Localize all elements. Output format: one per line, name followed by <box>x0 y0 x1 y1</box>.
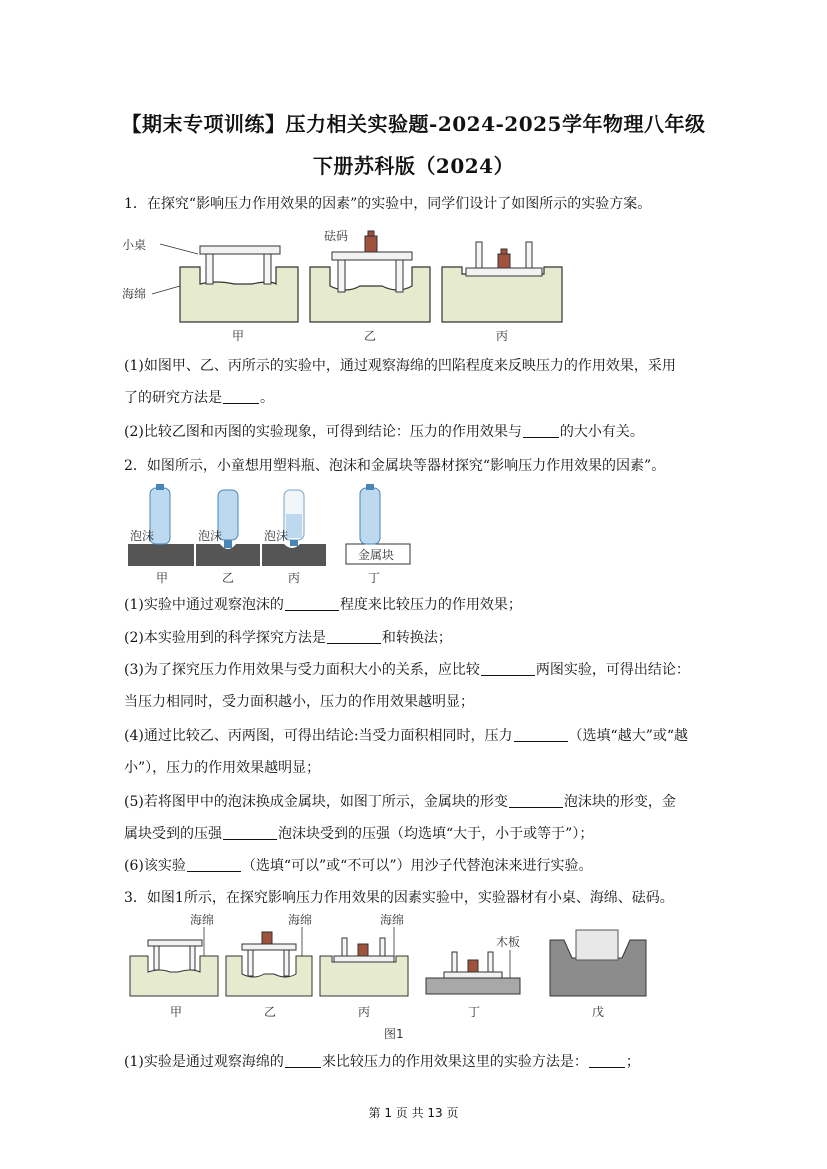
answer-blank[interactable] <box>187 857 241 872</box>
answer-blank[interactable] <box>509 793 563 808</box>
svg-text:甲: 甲 <box>170 1005 183 1019</box>
answer-blank[interactable] <box>481 661 535 676</box>
svg-text:戊: 戊 <box>592 1005 605 1019</box>
q2-part4b: 小”），压力的作用效果越明显； <box>124 760 321 776</box>
q3-setup-d <box>426 934 520 994</box>
svg-text:金属块: 金属块 <box>358 548 395 562</box>
q2-setup-d <box>346 484 410 564</box>
svg-text:丁: 丁 <box>468 1005 481 1019</box>
svg-text:丙: 丙 <box>288 571 301 585</box>
q1-part1a: (1)如图甲、乙、丙所示的实验中，通过观察海绵的凹陷程度来反映压力的作用效果，采用 <box>124 358 676 374</box>
q2-part5: (5)若将图甲中的泡沫换成金属块，如图丁所示，金属块的形变 泡沫块的形变，金 <box>124 794 676 810</box>
q3-setup-c <box>320 913 408 996</box>
svg-text:海绵: 海绵 <box>380 913 405 927</box>
q1-setup-b <box>310 228 430 322</box>
q2-part3: (3)为了探究压力作用效果与受力面积大小的关系，应比较 两图实验，可得出结论： <box>124 662 690 678</box>
svg-text:泡沫: 泡沫 <box>198 529 223 543</box>
q1-part1b: 了的研究方法是 。 <box>124 390 274 406</box>
doc-title-line2: 下册苏科版（2024） <box>312 154 515 178</box>
svg-text:丁: 丁 <box>368 571 381 585</box>
q3-setup-e <box>550 930 646 996</box>
svg-text:丙: 丙 <box>358 1005 371 1019</box>
q3-setup-a <box>130 913 218 996</box>
q2-setup-b <box>196 490 260 566</box>
q2-part5b: 属块受到的压强 泡沫块受到的压强（均选填“大于，小于或等于”）； <box>124 826 594 842</box>
answer-blank[interactable] <box>285 596 339 611</box>
q1-cap-c: 丙 <box>496 329 509 343</box>
svg-text:乙: 乙 <box>264 1005 277 1019</box>
q1-part2: (2)比较乙图和丙图的实验现象，可得到结论：压力的作用效果与 的大小有关。 <box>124 424 644 440</box>
q1-cap-a: 甲 <box>232 329 245 343</box>
q3-figure <box>130 912 660 1044</box>
doc-title-line1: 【期末专项训练】压力相关实验题-2024-2025学年物理八年级 <box>121 112 706 136</box>
page-footer: 第 1 页 共 13 页 <box>368 1106 459 1120</box>
q2-setup-a <box>128 484 194 566</box>
q1-setup-a <box>180 246 298 322</box>
q1-figure <box>120 222 509 350</box>
svg-text:海绵: 海绵 <box>288 913 313 927</box>
q2-part2: (2)本实验用到的科学探究方法是 和转换法； <box>124 630 452 646</box>
svg-text:乙: 乙 <box>222 571 235 585</box>
answer-blank[interactable] <box>589 1053 625 1068</box>
svg-text:海绵: 海绵 <box>190 913 215 927</box>
q1-stem: 1．在探究“影响压力作用效果的因素”的实验中，同学们设计了如图所示的实验方案。 <box>124 196 652 212</box>
q1-setup-c <box>442 242 562 322</box>
svg-text:木板: 木板 <box>496 935 521 949</box>
answer-blank[interactable] <box>327 629 381 644</box>
q1-cap-b: 乙 <box>364 329 377 343</box>
q3-stem: 3．如图1所示，在探究影响压力作用效果的因素实验中，实验器材有小桌、海绵、砝码。 <box>124 890 674 906</box>
q2-part1: (1)实验中通过观察泡沫的 程度来比较压力的作用效果； <box>124 597 522 613</box>
answer-blank[interactable] <box>223 825 277 840</box>
q2-part6: (6)该实验 （选填“可以”或“不可以”）用沙子代替泡沫来进行实验。 <box>124 858 593 874</box>
svg-text:泡沫: 泡沫 <box>264 529 289 543</box>
q1-label-table: 小桌 <box>122 238 147 252</box>
answer-blank[interactable] <box>285 1053 321 1068</box>
svg-text:泡沫: 泡沫 <box>130 529 155 543</box>
q2-figure <box>128 484 418 586</box>
answer-blank[interactable] <box>523 423 559 438</box>
answer-blank[interactable] <box>223 389 259 404</box>
q3-fig-caption: 图1 <box>384 1027 404 1041</box>
q1-label-weight: 砝码 <box>324 229 349 243</box>
q3-setup-b <box>226 913 312 996</box>
q1-label-sponge: 海绵 <box>122 287 147 301</box>
q2-stem: 2．如图所示，小童想用塑料瓶、泡沫和金属块等器材探究“影响压力作用效果的因素”。 <box>124 458 666 474</box>
answer-blank[interactable] <box>514 727 568 742</box>
svg-text:甲: 甲 <box>156 571 169 585</box>
q2-part3b: 当压力相同时，受力面积越小，压力的作用效果越明显； <box>124 694 474 710</box>
q2-setup-c <box>262 490 326 566</box>
q2-part4: (4)通过比较乙、丙两图，可得出结论:当受力面积相同时，压力 （选填“越大”或“越 <box>124 728 689 744</box>
q3-part1: (1)实验是通过观察海绵的 来比较压力的作用效果这里的实验方法是： ； <box>124 1054 640 1070</box>
